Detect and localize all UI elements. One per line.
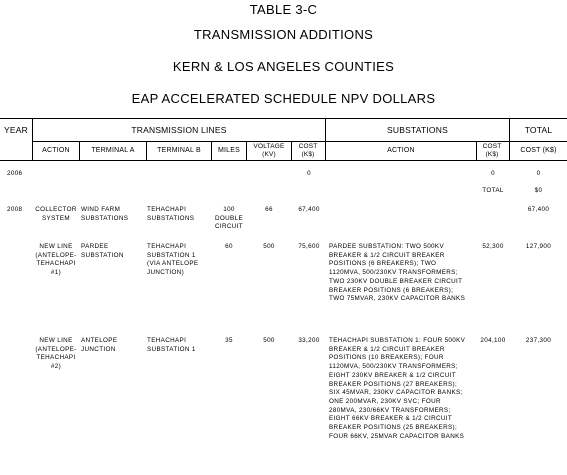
row-2008b-terminal-a: PARDEE SUBSTATION	[81, 243, 124, 259]
header-action: ACTION	[42, 147, 70, 154]
header-terminal-b: TERMINAL B	[157, 147, 201, 154]
row-2008b-miles: 60	[225, 243, 233, 250]
header-bottom-border	[0, 160, 567, 161]
row-2008c-line-cost: 33,200	[298, 337, 320, 344]
table-basis: EAP ACCELERATED SCHEDULE NPV DOLLARS	[131, 91, 436, 106]
row-2008a-total: 67,400	[527, 206, 550, 213]
table-subtitle: TRANSMISSION ADDITIONS	[193, 27, 374, 42]
row-2008b-sub-action: PARDEE SUBSTATION: TWO 500KV BREAKER & 1/2 CIRCUIT BREAKER POSITIONS (6 BREAKERS); TWO 1120MVA, 500/230KV TRANSFORMERS; TWO 230KV DOUBLE BREAKER CIRCUIT BREAKER POSITIONS (6 BREAKERS); TWO 75MVAR, 230KV CAPACITOR BANKS	[329, 243, 466, 303]
row-2008a-terminal-a: WIND FARM SUBSTATIONS	[81, 206, 129, 222]
row-2008c-sub-action: TEHACHAPI SUBSTATION 1: FOUR 500KV BREAKER & 1/2 CIRCUIT BREAKER POSITIONS (10 BREAKERS); FOUR 1120MVA, 500/230KV TRANSFORMERS; EIGHT 230KV BREAKER & 1/2 CIRCUIT BREAKER POSITIONS (27 BREAKERS); SIX 45MVAR, 230KV CAPACITOR BANKS; ONE 200MVAR, 230KV SVC; FOUR 280MVA, 230/66KV TRANSFORMERS; EIGHT 66KV BREAKER & 1/2 CIRCUIT BREAKER POSITIONS (25 BREAKERS); FOUR 66KV, 25MVAR CAPACITOR BANKS	[329, 337, 466, 440]
row-2006-sub-cost: 0	[491, 170, 495, 177]
header-substations: SUBSTATIONS	[387, 125, 448, 135]
header-terminal-a: TERMINAL A	[91, 147, 135, 154]
header-sub-action: ACTION	[387, 147, 415, 154]
table-number: TABLE 3-C	[249, 2, 318, 17]
row-2006-year: 2006	[7, 170, 23, 177]
row-2008c-action: NEW LINE (ANTELOPE- TEHACHAPI #2)	[35, 337, 77, 371]
row-2008b-total: 127,900	[525, 243, 552, 250]
row-2006-total: 0	[536, 170, 541, 177]
row-2008a-terminal-b: TEHACHAPI SUBSTATIONS	[147, 206, 195, 222]
table-top-border	[0, 118, 567, 119]
row-2008-year: 2008	[7, 206, 23, 213]
col-divider-cost	[291, 141, 292, 161]
row-2006-total-value: $0	[534, 187, 543, 194]
row-2008c-sub-cost: 204,100	[480, 337, 506, 344]
row-2008c-miles: 35	[225, 337, 233, 344]
header-year: YEAR	[4, 125, 28, 135]
row-2008a-voltage: 66	[265, 206, 273, 213]
row-2008c-terminal-a: ANTELOPE JUNCTION	[81, 337, 118, 353]
row-2008c-total: 237,300	[525, 337, 552, 344]
header-cost: COST (K$)	[298, 143, 318, 158]
row-2008b-voltage: 500	[263, 243, 275, 250]
col-divider-voltage	[246, 141, 247, 161]
header-miles: MILES	[217, 147, 240, 154]
col-divider-sub-cost	[476, 141, 477, 161]
row-2008c-voltage: 500	[263, 337, 275, 344]
header-total: TOTAL	[524, 125, 553, 135]
row-2008b-terminal-b: TEHACHAPI SUBSTATION 1 (VIA ANTELOPE JUNCTION)	[147, 243, 199, 277]
header-divider	[33, 141, 567, 142]
header-total-cost: COST (K$)	[520, 147, 557, 154]
row-2006-line-cost: 0	[307, 170, 311, 177]
table-region: KERN & LOS ANGELES COUNTIES	[172, 59, 395, 74]
header-transmission-lines: TRANSMISSION LINES	[131, 125, 227, 135]
row-2008a-action: COLLECTOR SYSTEM	[35, 206, 77, 222]
header-sub-cost: COST (K$)	[482, 143, 502, 158]
row-2008b-sub-cost: 52,300	[482, 243, 504, 250]
row-2008a-miles: 100 DOUBLE CIRCUIT	[215, 206, 243, 231]
header-voltage: VOLTAGE (KV)	[253, 143, 285, 158]
row-2008a-line-cost: 67,400	[298, 206, 320, 213]
row-2008b-line-cost: 75,600	[298, 243, 320, 250]
row-2008c-terminal-b: TEHACHAPI SUBSTATION 1	[147, 337, 196, 353]
row-2008b-action: NEW LINE (ANTELOPE- TEHACHAPI #1)	[35, 243, 77, 277]
row-2006-total-label: TOTAL	[482, 187, 504, 194]
